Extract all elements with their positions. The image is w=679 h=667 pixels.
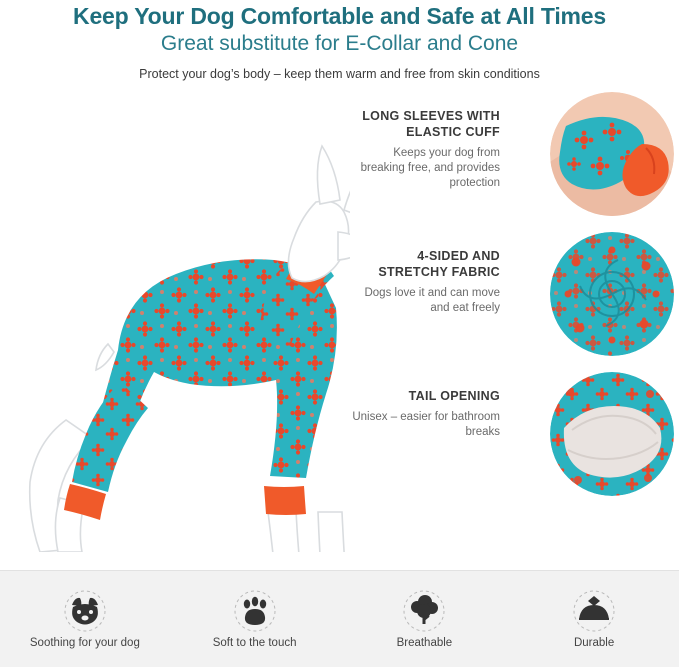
benefit-item-soft <box>170 571 340 667</box>
feature-description: Dogs love it and can move and eat freely <box>364 287 500 314</box>
tail-opening-image <box>550 372 674 496</box>
feature-description: Unisex – easier for bathroom breaks <box>352 411 500 438</box>
feature-text <box>352 108 500 191</box>
main-content <box>0 82 679 552</box>
tail-opening-photo <box>550 372 674 496</box>
benefit-label: Soothing for your dog <box>29 637 140 649</box>
stretchy-fabric-image <box>550 232 674 356</box>
feature-title: 4-SIDED AND STRETCHY FABRIC <box>378 249 500 279</box>
feature-title: LONG SLEEVES WITH ELASTIC CUFF <box>362 109 500 139</box>
dog-product-photo <box>0 82 350 552</box>
feature-item-tail <box>352 388 679 528</box>
cloud-tree-icon <box>396 589 452 633</box>
diamond-shield-icon <box>566 589 622 633</box>
feature-title: TAIL OPENING <box>408 389 500 403</box>
benefits-bar <box>0 570 679 667</box>
stretchy-fabric-photo <box>550 232 674 356</box>
benefit-label: Breathable <box>396 637 453 649</box>
benefit-label: Durable <box>573 637 615 649</box>
page-tagline: Protect your dog’s body – keep them warm and free from skin conditions <box>139 67 540 81</box>
paw-icon <box>227 589 283 633</box>
feature-text <box>352 388 500 440</box>
header <box>0 0 679 82</box>
benefit-label: Soft to the touch <box>212 637 297 649</box>
page-subtitle: Great substitute for E-Collar and Cone <box>160 32 519 55</box>
feature-text <box>352 248 500 316</box>
feature-item-fabric <box>352 248 679 388</box>
sleeve-cuff-photo <box>550 92 674 216</box>
sleeve-cuff-image <box>550 92 674 216</box>
dog-face-icon <box>57 589 113 633</box>
page-title: Keep Your Dog Comfortable and Safe at All Times <box>73 3 606 29</box>
feature-list <box>352 108 679 528</box>
feature-item-sleeves <box>352 108 679 248</box>
benefit-item-breathable <box>340 571 510 667</box>
feature-description: Keeps your dog from breaking free, and provides protection <box>360 147 500 189</box>
benefit-item-soothing <box>0 571 170 667</box>
benefit-item-durable <box>509 571 679 667</box>
dog-mannequin-illustration <box>0 82 350 552</box>
